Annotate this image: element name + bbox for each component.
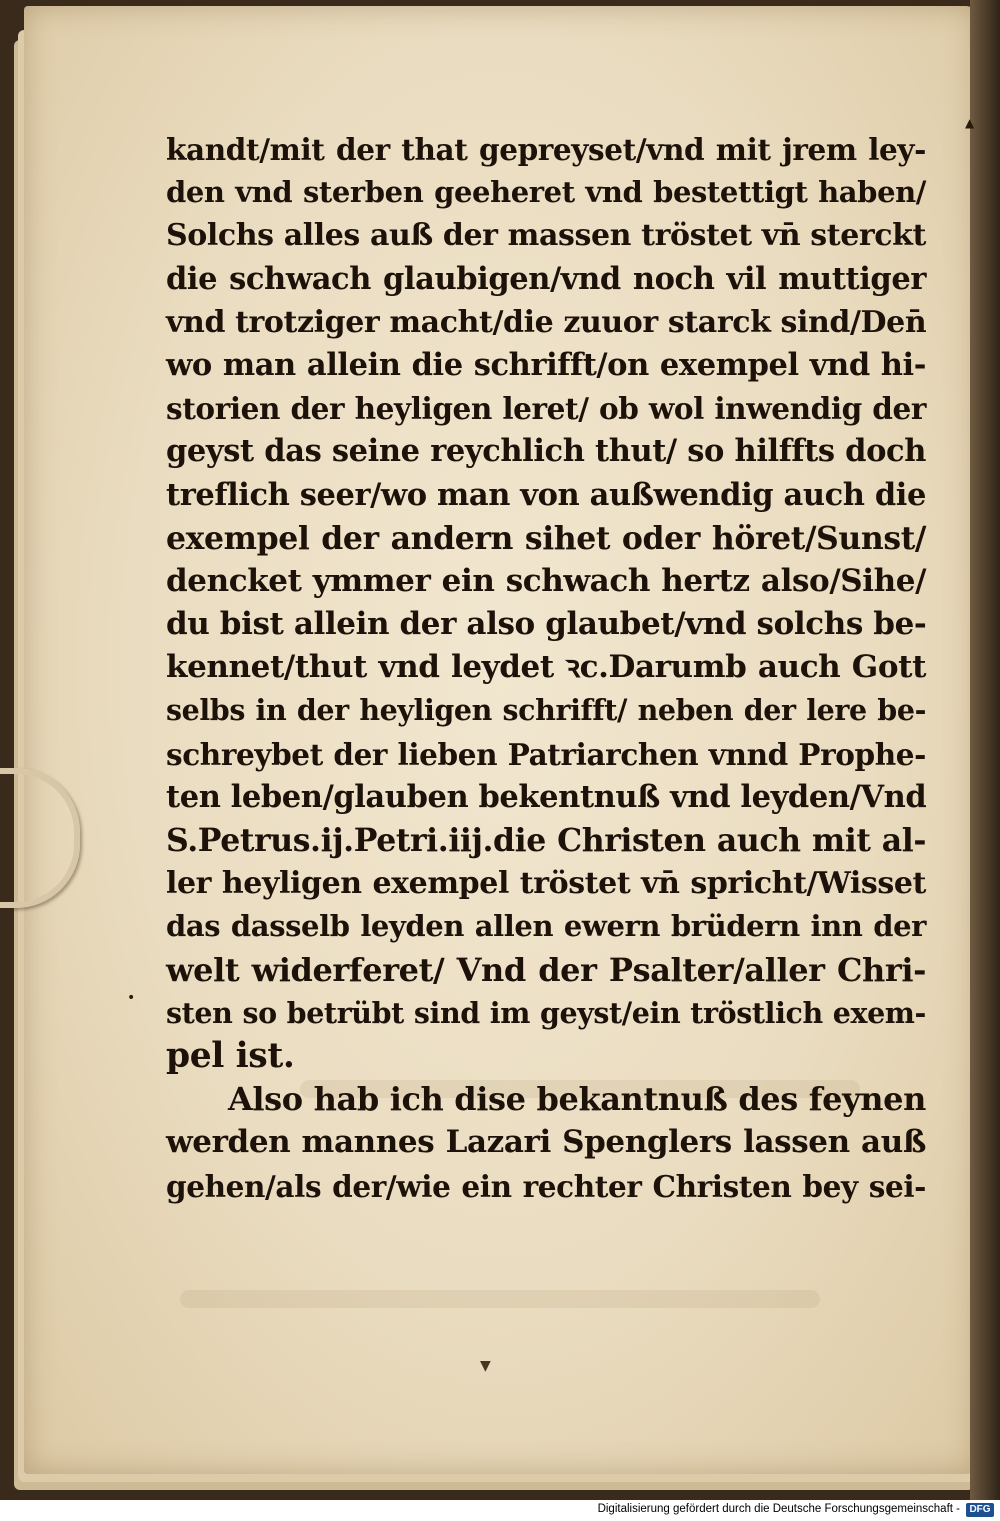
ink-dot-mark: • <box>127 990 136 1006</box>
ink-dot-mark: ▲ <box>965 116 975 130</box>
text-line: welt widerferet/ Vnd der Psalter/aller Chri- <box>166 950 926 989</box>
text-line: Solchs alles auß der massen tröstet vn̄ sterckt <box>166 218 926 254</box>
text-line: ler heyligen exempel tröstet vn̄ spricht/Wisset <box>166 866 926 902</box>
text-line: ten leben/glauben bekentnuß vnd leyden/Vnd <box>166 778 927 815</box>
ink-dot-mark: ▼ <box>480 1358 491 1374</box>
text-line: treflich seer/wo man von außwendig auch die <box>166 476 926 513</box>
digitization-credit-bar <box>0 1500 1000 1521</box>
text-line: das dasselb leyden allen ewern brüdern inn der <box>166 909 926 944</box>
text-line: die schwach glaubigen/vnd noch vil muttiger <box>166 260 926 297</box>
text-line: werden mannes Lazari Spenglers lassen auß <box>166 1124 926 1161</box>
text-line: exempel der andern sihet oder höret/Sunst/ <box>166 519 926 557</box>
text-line: S.Petrus.ij.Petri.iij.die Christen auch mit al- <box>166 822 926 859</box>
text-line: sten so betrübt sind im geyst/ein tröstlich exem- <box>166 995 926 1030</box>
book-binding-edge <box>970 0 1000 1500</box>
text-line: pel ist. <box>166 1035 295 1076</box>
text-line: dencket ymmer ein schwach hertz also/Sihe/ <box>166 562 926 599</box>
text-line: kennet/thut vnd leydet ꝛc.Darumb auch Gott <box>166 649 926 686</box>
text-line: vnd trotziger macht/die zuuor starck sind/Den̄ <box>166 304 927 340</box>
text-line: Also hab ich dise bekantnuß des feynen <box>228 1080 926 1119</box>
show-through-text <box>180 1290 820 1308</box>
text-line: selbs in der heyligen schrifft/ neben der lere be- <box>166 693 926 728</box>
text-line: gehen/als der/wie ein rechter Christen bey sei- <box>166 1168 926 1204</box>
text-line: storien der heyligen leret/ ob wol inwendig der <box>166 391 926 427</box>
text-line: geyst das seine reychlich thut/ so hilffts doch <box>166 433 926 470</box>
text-line: du bist allein der also glaubet/vnd solchs be- <box>166 606 927 643</box>
text-line: den vnd sterben geeheret vnd bestettigt haben/ <box>166 175 926 210</box>
page-text-block <box>166 128 926 1208</box>
text-line: schreybet der lieben Patriarchen vnnd Prophe- <box>166 736 926 772</box>
dfg-logo: DFG <box>966 1503 994 1517</box>
text-line: kandt/mit der that gepreyset/vnd mit jrem ley- <box>166 132 926 167</box>
funding-credit-text: Digitalisierung gefördert durch die Deutsche Forschungsgemeinschaft - <box>597 1503 960 1515</box>
text-line: wo man allein die schrifft/on exempel vnd hi- <box>166 346 926 383</box>
